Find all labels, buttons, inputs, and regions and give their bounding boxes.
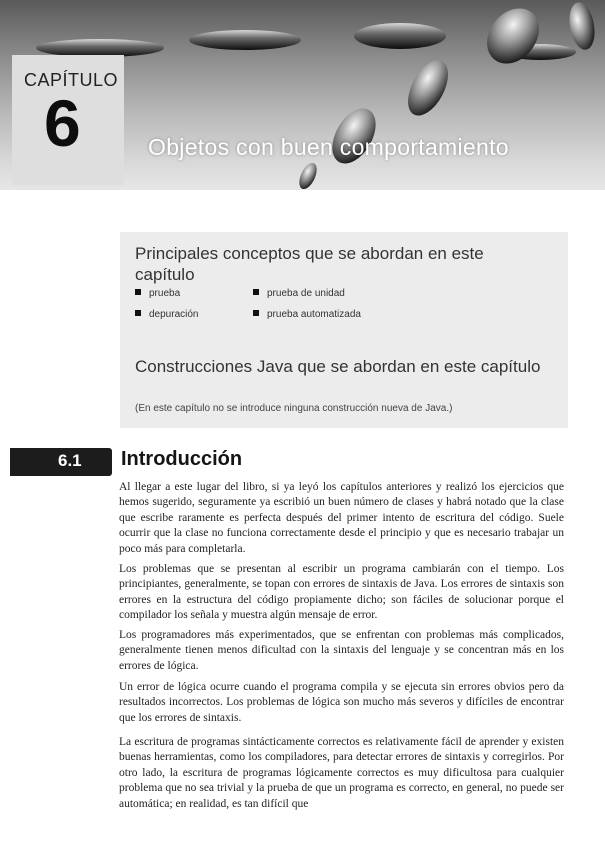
egg-shape <box>476 0 549 74</box>
list-item: depuración <box>135 309 198 320</box>
chapter-number: 6 <box>44 86 81 160</box>
section-number: 6.1 <box>58 451 82 470</box>
bullet-square-icon <box>135 310 141 316</box>
bullet-square-icon <box>253 310 259 316</box>
list-item: prueba de unidad <box>253 288 345 299</box>
list-item: prueba <box>135 288 180 299</box>
bullet-square-icon <box>135 289 141 295</box>
chapter-title: Objetos con buen comportamiento <box>148 134 509 160</box>
disc-shape <box>189 30 301 50</box>
chapter-label: CAPÍTULO <box>24 70 119 90</box>
section-title: Introducción <box>121 448 243 470</box>
egg-shape <box>400 54 456 122</box>
paragraph: Los programadores más experimentados, que se enfrentan con problemas más complicados, generalmente tienen menos dificultad con la sintaxis del lenguaje y se concentran más en los errores de lógica. <box>119 629 564 672</box>
paragraph: Los problemas que se presentan al escribir un programa cambiarán con el tiempo. Los principiantes, generalmente, se topan con errores de sintaxis de Java. Los errores de sintaxis son errores en la estructura del código propiamente dicho; son fáciles de solucionar porque el compilador los señala y muestra algún mensaje de error. <box>119 563 564 622</box>
list-item: prueba automatizada <box>253 309 361 320</box>
bullet-square-icon <box>253 289 259 295</box>
paragraph: La escritura de programas sintácticamente correctos es relativamente fácil de aprender y existen buenas herramientas, como los compiladores, para detectar errores de sintaxis y corregirlos. Por otro lado, la escritura de programas lógicamente correctos es muy dificultosa para cualquier problema que no sea trivial y la prueba de que un programa es correcto, en general, no puede ser automática; en realidad, es tan difícil que <box>119 736 564 810</box>
egg-shape <box>566 0 598 51</box>
java-constructs-heading: Construcciones Java que se abordan en este capítulo <box>135 357 541 376</box>
paragraph: Al llegar a este lugar del libro, si ya leyó los capítulos anteriores y realizó los ejercicios que hemos sugerido, seguramente ya escribió un buen número de clases y habrá notado que la clase que escribe raramente es perfecta después del primer intento de escritura del código. Suele ocurrir que la clase no funciona correctamente desde el principio y que es necesario trabajar un poco más para completarla. <box>119 481 564 555</box>
egg-shape <box>296 160 321 190</box>
java-constructs-note: (En este capítulo no se introduce ninguna construcción nueva de Java.) <box>135 403 453 414</box>
concepts-heading: Principales conceptos que se abordan en este capítulo <box>135 244 484 284</box>
disc-shape <box>354 23 446 49</box>
paragraph: Un error de lógica ocurre cuando el programa compila y se ejecuta sin errores obvios pero da resultados incorrectos. Los problemas de lógica son mucho más severos y difíciles de encontrar que los errores de sintaxis. <box>119 681 564 724</box>
